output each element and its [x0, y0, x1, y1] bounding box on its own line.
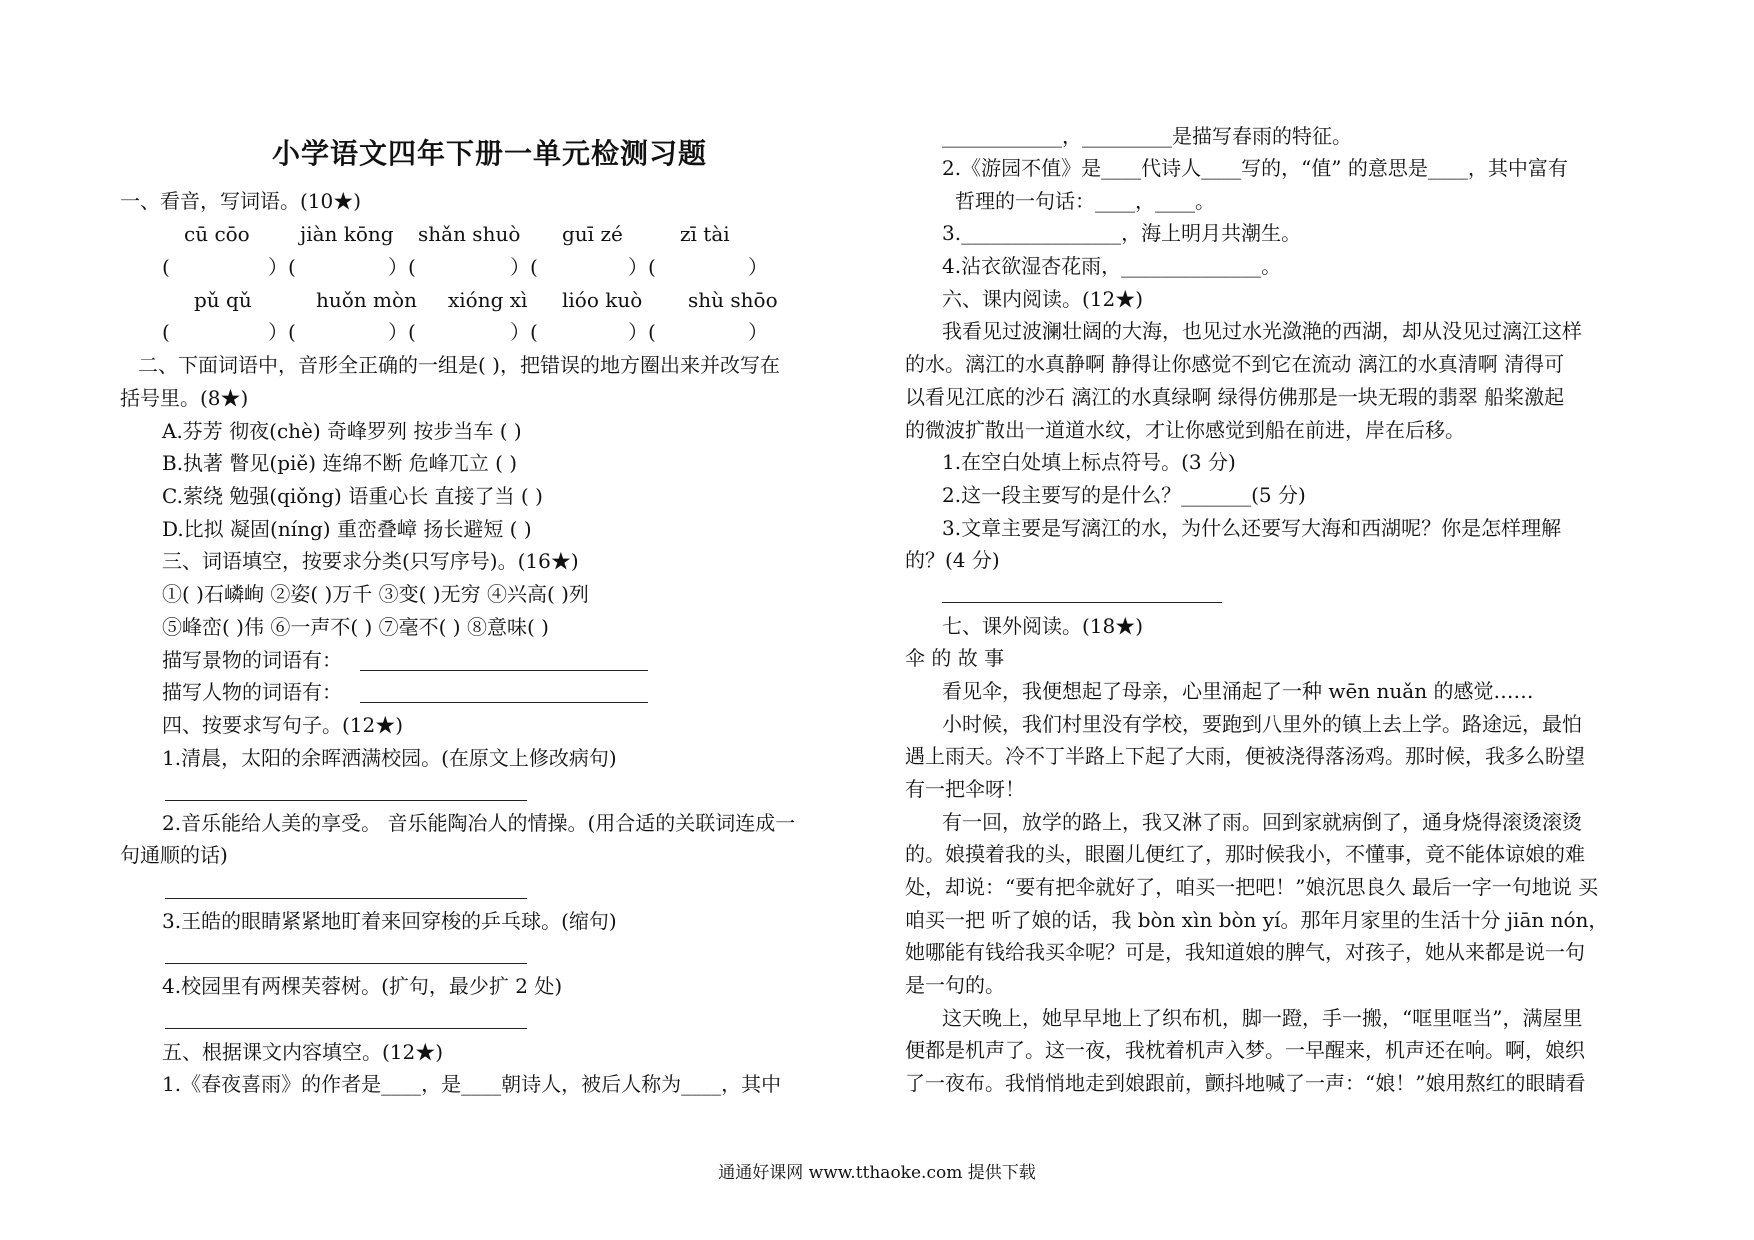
text-line-r-19: 遇上雨天。冷不丁半路上下起了大雨，便被浇得落汤鸡。那时候，我多么盼望 [905, 744, 1585, 768]
text-line-l-s3: 三、词语填空，按要求分类(只写序号)。(16★) [162, 549, 579, 573]
text-line-l-s2b: 括号里。(8★) [120, 386, 249, 410]
text-line-r-4: 3.________________，海上明月共潮生。 [942, 221, 1302, 245]
text-line-r-18: 小时候，我们村里没有学校，要跑到八里外的镇上去上学。路途远，最怕 [942, 712, 1582, 736]
answer-line-q4-1[interactable] [165, 800, 527, 801]
answer-line-people[interactable] [360, 702, 648, 703]
paren-2-6: ） [748, 320, 768, 344]
text-line-l-s2B: B.执著 瞥见(piě) 连绵不断 危峰兀立 ( ) [162, 451, 518, 475]
text-line-l-s2D: D.比拟 凝固(níng) 重峦叠嶂 扬长避短 ( ) [162, 517, 532, 541]
text-line-r-25: 她哪能有钱给我买伞呢？可是，我知道娘的脾气，对孩子，她从来都是说一句 [905, 940, 1585, 964]
paren-1-4: ）( [510, 255, 538, 279]
pinyin-1-3: shǎn shuò [418, 222, 521, 246]
text-line-l-s5: 五、根据课文内容填空。(12★) [162, 1040, 444, 1064]
text-line-l-s5a: 1.《春夜喜雨》的作者是____，是____朝诗人，被后人称为____，其中 [162, 1072, 782, 1096]
text-line-r-28: 便都是机声了。这一夜，我枕着机声入梦。一早醒来，机声还在响。啊，娘织 [905, 1038, 1585, 1062]
text-line-r-29: 了一夜布。我悄悄地走到娘跟前，颤抖地喊了一声：“娘！”娘用熬红的眼睛看 [905, 1071, 1586, 1095]
text-line-r-11: 1.在空白处填上标点符号。(3 分) [942, 450, 1236, 474]
text-line-r-8: 的水。漓江的水真静啊 静得让你感觉不到它在流动 漓江的水真清啊 清得可 [905, 352, 1565, 376]
text-line-l-s2C: C.萦绕 勉强(qiǒng) 语重心长 直接了当 ( ) [162, 484, 543, 508]
text-line-l-s2A: A.芬芳 彻夜(chè) 奇峰罗列 按步当车 ( ) [162, 419, 522, 443]
paren-2-2: ）( [268, 320, 296, 344]
pinyin-1-2: jiàn kōng [300, 222, 394, 246]
pinyin-2-3: xióng xì [448, 288, 528, 312]
text-line-l-s4c: 句通顺的话) [120, 843, 228, 867]
answer-line-q4-2[interactable] [165, 898, 527, 899]
text-line-r-9: 以看见江底的沙石 漓江的水真绿啊 绿得仿佛那是一块无瑕的翡翠 船桨激起 [905, 385, 1565, 409]
footer-credit: 通通好课网 www.tthaoke.com 提供下载 [718, 1163, 1036, 1183]
text-line-r-26: 是一句的。 [905, 973, 1005, 997]
pinyin-2-2: huǒn mòn [316, 288, 417, 312]
text-line-l-s3c: 描写景物的词语有： [162, 648, 342, 672]
text-line-l-s4b: 2.音乐能给人美的享受。 音乐能陶冶人的情操。(用合适的关联词连成一 [162, 811, 796, 835]
text-line-l-s3a: ①( )石嶙峋 ②姿( )万千 ③变( )无穷 ④兴高( )列 [162, 582, 589, 606]
text-line-r-2: 2.《游园不值》是____代诗人____写的，“值” 的意思是____，其中富有 [942, 156, 1568, 180]
paren-2-5: ）( [628, 320, 656, 344]
pinyin-2-4: lióo kuò [562, 288, 643, 312]
paren-1-5: ）( [628, 255, 656, 279]
text-line-l-s3b: ⑤峰峦( )伟 ⑥一声不( ) ⑦毫不( ) ⑧意味( ) [162, 615, 549, 639]
pinyin-2-1: pǔ qǔ [194, 288, 252, 312]
text-line-r-17: 看见伞，我便想起了母亲，心里涌起了一种 wēn nuǎn 的感觉…… [942, 679, 1534, 703]
pinyin-row-1 [120, 221, 860, 247]
text-line-r-1: ____________，_________是描写春雨的特征。 [942, 124, 1352, 148]
text-line-l-s2a: 二、下面词语中，音形全正确的一组是( )，把错误的地方圈出来并改写在 [138, 353, 780, 377]
paren-1-3: ）( [388, 255, 416, 279]
text-line-l-s4e: 4.校园里有两棵芙蓉树。(扩句，最少扩 2 处) [162, 974, 563, 998]
paren-2-3: ）( [388, 320, 416, 344]
text-line-r-3: 哲理的一句话：____，____。 [955, 189, 1215, 213]
text-line-r-13: 3.文章主要是写漓江的水，为什么还要写大海和西湖呢？你是怎样理解 [942, 516, 1562, 540]
page-title: 小学语文四年下册一单元检测习题 [272, 137, 708, 170]
text-line-r-24: 咱买一把 听了娘的话，我 bòn xìn bòn yí。那年月家里的生活十分 jiān nón， [905, 908, 1609, 932]
text-line-l-s1: 一、看音，写词语。(10★) [120, 189, 362, 213]
pinyin-1-1: cū cōo [184, 222, 250, 246]
pinyin-2-5: shù shōo [688, 288, 778, 312]
text-line-r-7: 我看见过波澜壮阔的大海，也见过水光潋滟的西湖，却从没见过漓江这样 [942, 319, 1582, 343]
text-line-r-20: 有一把伞呀！ [905, 777, 1025, 801]
paren-1-2: ）( [268, 255, 296, 279]
text-line-l-s4a: 1.清晨，太阳的余晖洒满校园。(在原文上修改病句) [162, 746, 617, 770]
text-line-l-s4: 四、按要求写句子。(12★) [162, 713, 404, 737]
text-line-r-5: 4.沾衣欲湿杏花雨，______________。 [942, 254, 1282, 278]
text-line-r-23: 处，却说：“要有把伞就好了，咱买一把吧！”娘沉思良久 最后一字一句地说 买 [905, 875, 1599, 899]
paren-2-1: ( [162, 320, 170, 344]
text-line-r-22: 的。娘摸着我的头，眼圈儿便红了，那时候我小，不懂事，竟不能体谅娘的难 [905, 842, 1585, 866]
text-line-r-27: 这天晚上，她早早地上了织布机，脚一蹬，手一搬，“哐里哐当”，满屋里 [942, 1006, 1583, 1030]
pinyin-1-4: guī zé [562, 222, 623, 246]
text-line-r-14: 的？(4 分) [905, 548, 1000, 572]
pinyin-1-5: zī tài [680, 222, 730, 246]
text-line-l-s4d: 3.王皓的眼睛紧紧地盯着来回穿梭的乒乓球。(缩句) [162, 909, 617, 933]
answer-paren-row-1 [120, 254, 860, 280]
answer-line-q4-4[interactable] [165, 1028, 527, 1029]
text-line-r-12: 2.这一段主要写的是什么？_______(5 分) [942, 483, 1306, 507]
text-line-r-21: 有一回，放学的路上，我又淋了雨。回到家就病倒了，通身烧得滚烫滚烫 [942, 810, 1582, 834]
text-line-l-s3d: 描写人物的词语有： [162, 680, 342, 704]
paren-1-6: ） [748, 255, 768, 279]
text-line-r-10: 的微波扩散出一道道水纹，才让你感觉到船在前进，岸在后移。 [905, 418, 1465, 442]
text-line-r-16: 伞 的 故 事 [905, 646, 1005, 670]
answer-line-scenery[interactable] [360, 670, 648, 671]
answer-line-q4-3[interactable] [165, 963, 527, 964]
paren-1-1: ( [162, 255, 170, 279]
paren-2-4: ）( [510, 320, 538, 344]
text-line-r-15: 七、课外阅读。(18★) [942, 614, 1144, 638]
answer-line-reading-q3[interactable] [942, 602, 1222, 603]
text-line-r-6: 六、课内阅读。(12★) [942, 287, 1144, 311]
pinyin-row-2 [120, 287, 860, 313]
answer-paren-row-2 [120, 319, 860, 345]
